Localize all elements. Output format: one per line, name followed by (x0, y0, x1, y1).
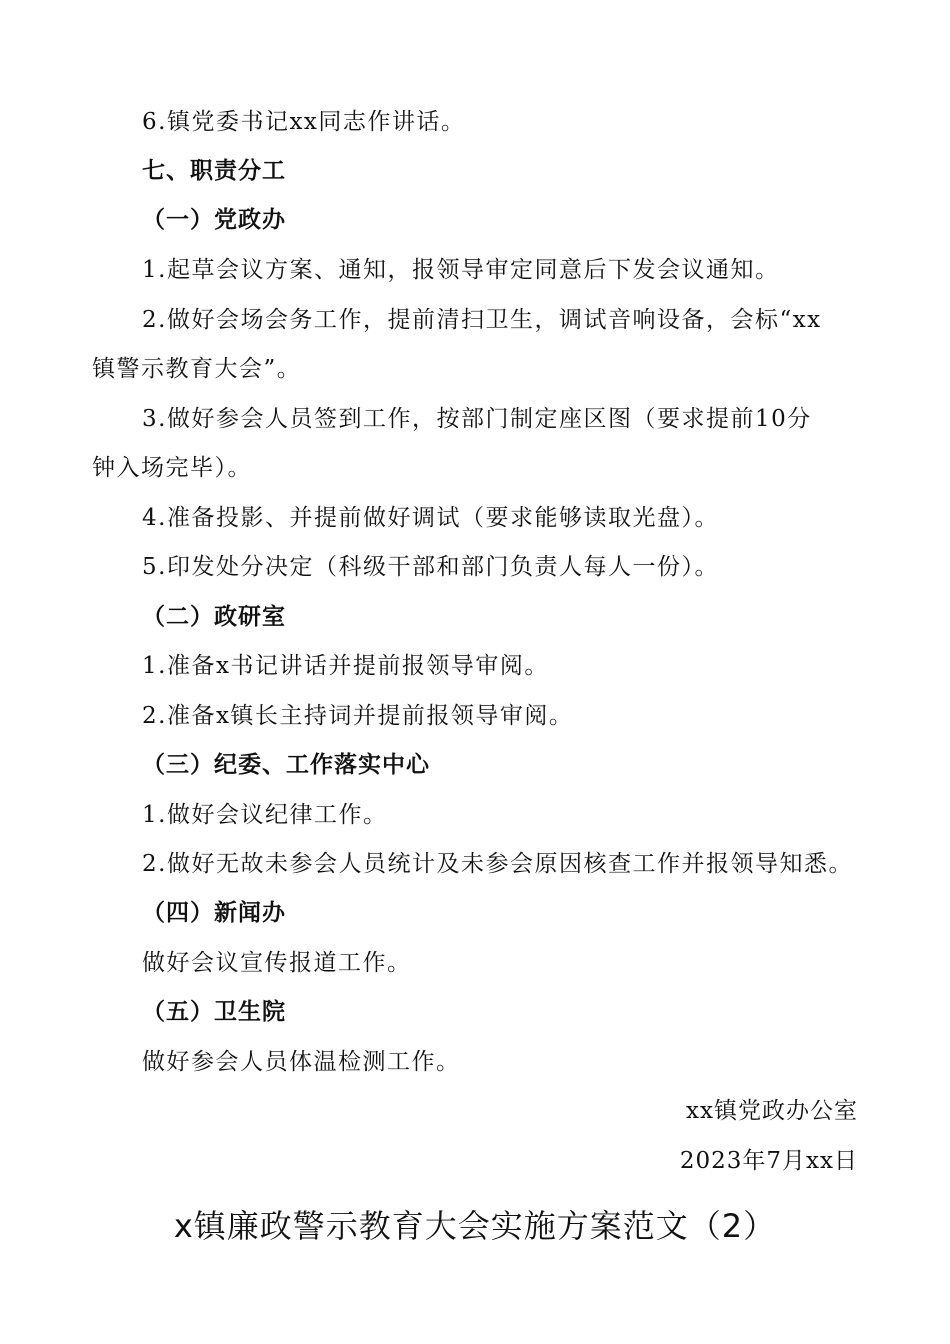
subheading-discipline: （三）纪委、工作落实中心 (142, 752, 430, 778)
paragraph-party-office-3-cont: 钟入场完毕）。 (92, 455, 252, 481)
paragraph-party-office-1: 1.起草会议方案、通知，报领导审定同意后下发会议通知。 (142, 257, 780, 283)
subheading-party-office: （一）党政办 (142, 207, 286, 233)
subheading-policy-research: （二）政研室 (142, 604, 286, 630)
paragraph-party-office-3: 3.做好参会人员签到工作，按部门制定座区图（要求提前10分 (142, 406, 812, 432)
paragraph-policy-research-2: 2.准备x镇长主持词并提前报领导审阅。 (142, 703, 574, 729)
paragraph-health-center: 做好参会人员体温检测工作。 (142, 1049, 461, 1075)
paragraph-party-office-5: 5.印发处分决定（科级干部和部门负责人每人一份）。 (142, 554, 719, 580)
next-document-title: x镇廉政警示教育大会实施方案范文（2） (173, 1207, 777, 1245)
paragraph-party-office-4: 4.准备投影、并提前做好调试（要求能够读取光盘）。 (142, 505, 719, 531)
signature-date: 2023年7月xx日 (679, 1148, 858, 1174)
paragraph-item-6: 6.镇党委书记xx同志作讲话。 (142, 109, 466, 135)
subheading-health-center: （五）卫生院 (142, 999, 286, 1025)
signature-org: xx镇党政办公室 (686, 1098, 858, 1124)
subheading-news-office: （四）新闻办 (142, 900, 286, 926)
paragraph-party-office-2-cont: 镇警示教育大会”。 (92, 356, 302, 382)
paragraph-discipline-2: 2.做好无故未参会人员统计及未参会原因核查工作并报领导知悉。 (142, 851, 853, 877)
section-heading-duties: 七、职责分工 (142, 158, 286, 184)
paragraph-discipline-1: 1.做好会议纪律工作。 (142, 802, 388, 828)
paragraph-party-office-2: 2.做好会场会务工作，提前清扫卫生，调试音响设备，会标“xx (142, 307, 822, 333)
paragraph-news-office: 做好会议宣传报道工作。 (142, 950, 412, 976)
paragraph-policy-research-1: 1.准备x书记讲话并提前报领导审阅。 (142, 653, 549, 679)
